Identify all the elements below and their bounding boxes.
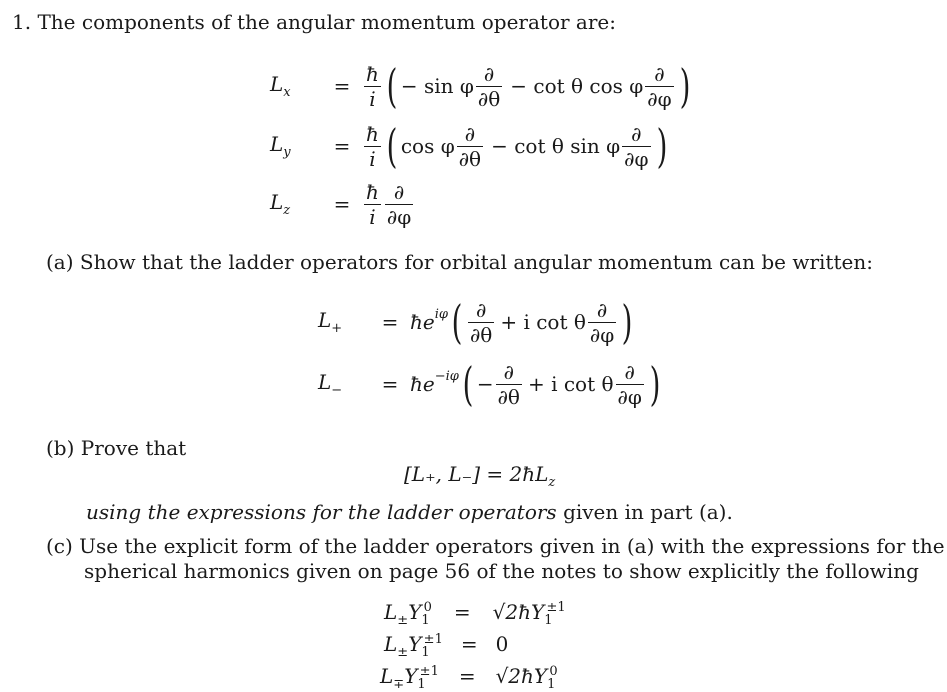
Y-sup: 0 (423, 600, 432, 616)
exponent: −iφ (434, 368, 459, 384)
part-a-description: Show that the ladder operators for orbital angular momentum can be written: (79, 250, 873, 274)
numerator: ∂ (622, 123, 650, 147)
d-dphi (385, 181, 413, 228)
commutator-text: [L₊, L₋] = 2ħL (404, 462, 549, 486)
part-b-label: (b) (46, 436, 75, 460)
denominator: ∂φ (386, 204, 412, 229)
denominator: ∂θ (477, 86, 501, 111)
denominator: i (369, 146, 376, 171)
denominator: ∂φ (647, 86, 672, 111)
denominator: ∂θ (469, 322, 493, 347)
part-a-label: (a) (46, 250, 74, 274)
denominator: ∂θ (497, 384, 520, 409)
equals-sign: = (460, 632, 478, 656)
problem-number: 1. (12, 10, 32, 34)
exponent: iφ (434, 306, 448, 322)
part-c-label: (c) (46, 534, 73, 558)
left-paren: ( (451, 295, 463, 349)
right-paren: ) (679, 59, 691, 113)
result-3 (380, 664, 558, 692)
rhs: 0 (495, 632, 509, 656)
lhs-L: L (270, 132, 284, 156)
denominator: ∂θ (458, 146, 482, 171)
Y-sup: ±1 (419, 664, 439, 680)
denominator: ∂φ (589, 322, 615, 347)
rhs: √2ħY (495, 664, 548, 688)
term-sin-phi: − sin φ (400, 74, 474, 98)
d-dphi (645, 63, 673, 110)
hbar-e: ħe (410, 372, 435, 396)
part-b-note (86, 502, 733, 522)
op-sub: ∓ (393, 677, 405, 692)
left-paren: ( (462, 357, 474, 411)
Y-sub: 1 (421, 613, 430, 628)
rhs-sub: 1 (547, 677, 556, 692)
result-1 (384, 600, 566, 628)
op-L: L (380, 664, 394, 688)
Y: Y (408, 632, 422, 656)
equation-Lminus (318, 354, 664, 414)
d-dphi (616, 361, 644, 408)
equation-Lz (270, 174, 415, 234)
hbar-e: ħe (410, 310, 435, 334)
lhs-sub: x (283, 85, 291, 100)
op-L: L (384, 600, 398, 624)
Y-sub: 1 (421, 645, 430, 660)
right-paren: ) (656, 119, 667, 173)
commutator-sub: z (548, 475, 556, 490)
numerator: ħ (366, 121, 379, 146)
rhs-sup: 0 (549, 664, 558, 680)
equation-Lx (270, 56, 694, 116)
lhs-sub: y (283, 145, 291, 160)
term-cos-phi: cos φ (400, 134, 455, 158)
rhs: √2ħY (492, 600, 545, 624)
equals-sign: = (453, 600, 471, 624)
equals-sign: = (381, 372, 399, 396)
lhs-sub: − (331, 383, 343, 398)
numerator: ∂ (588, 299, 616, 323)
Y-sub: 1 (417, 677, 426, 692)
problem-header (12, 12, 616, 32)
lhs-sub: + (331, 321, 343, 336)
part-b-text (46, 438, 186, 458)
rhs-sup: ±1 (546, 600, 566, 616)
numerator: ∂ (476, 63, 502, 87)
part-c-text-line1 (46, 536, 945, 556)
equation-Lplus (318, 292, 636, 352)
note-italic: using the expressions for the ladder operators (86, 500, 557, 524)
hbar-over-i (364, 181, 381, 228)
part-c-line1: Use the explicit form of the ladder operators given in (a) with the expressions for the (79, 534, 945, 558)
result-2 (384, 632, 508, 660)
rhs-sub: 1 (544, 613, 553, 628)
d-dtheta (496, 361, 522, 408)
lhs-L: L (318, 308, 332, 332)
numerator: ∂ (616, 361, 644, 385)
equals-sign: = (333, 192, 351, 216)
equals-sign: = (333, 74, 351, 98)
part-b-description: Prove that (80, 436, 187, 460)
note-rest: given in part (a). (563, 500, 733, 524)
Y-sup: ±1 (423, 632, 443, 648)
lhs-L: L (270, 72, 284, 96)
hbar-over-i (364, 123, 381, 170)
term-cot-sin: − cot θ sin φ (491, 134, 621, 158)
numerator: ∂ (645, 63, 673, 87)
term-i-cot: + i cot θ (500, 310, 586, 334)
denominator: ∂φ (624, 146, 649, 171)
op-sub: ± (397, 645, 409, 660)
d-dphi (622, 123, 650, 170)
lhs-sub: z (283, 203, 291, 218)
equation-Ly (270, 116, 670, 176)
d-dtheta (468, 299, 494, 346)
numerator: ∂ (468, 299, 494, 323)
numerator: ∂ (457, 123, 483, 147)
numerator: ∂ (496, 361, 522, 385)
term-cot-cos: − cot θ cos φ (510, 74, 644, 98)
denominator: ∂φ (617, 384, 642, 409)
denominator: i (369, 204, 376, 229)
denominator: i (369, 86, 376, 111)
part-c-text-line2 (84, 561, 919, 581)
d-dtheta (476, 63, 502, 110)
numerator: ħ (366, 61, 379, 86)
part-c-line2: spherical harmonics given on page 56 of the notes to show explicitly the following (84, 559, 919, 583)
problem-intro: The components of the angular momentum operator are: (37, 10, 616, 34)
right-paren: ) (621, 295, 633, 349)
equals-sign: = (458, 664, 476, 688)
equals-sign: = (381, 310, 399, 334)
lhs-L: L (270, 190, 284, 214)
Y: Y (404, 664, 418, 688)
term-i-cot: + i cot θ (527, 372, 614, 396)
left-paren: ( (386, 59, 398, 113)
op-sub: ± (397, 613, 409, 628)
Y: Y (408, 600, 422, 624)
commutator-equation (404, 464, 555, 489)
right-paren: ) (649, 357, 661, 411)
numerator: ħ (366, 179, 379, 204)
equals-sign: = (333, 134, 351, 158)
minus-sign: − (476, 372, 494, 396)
d-dphi (588, 299, 616, 346)
left-paren: ( (386, 119, 398, 173)
part-a-text (46, 252, 873, 272)
numerator: ∂ (385, 181, 413, 205)
op-L: L (384, 632, 398, 656)
lhs-L: L (318, 370, 332, 394)
d-dtheta (457, 123, 483, 170)
hbar-over-i (364, 63, 381, 110)
